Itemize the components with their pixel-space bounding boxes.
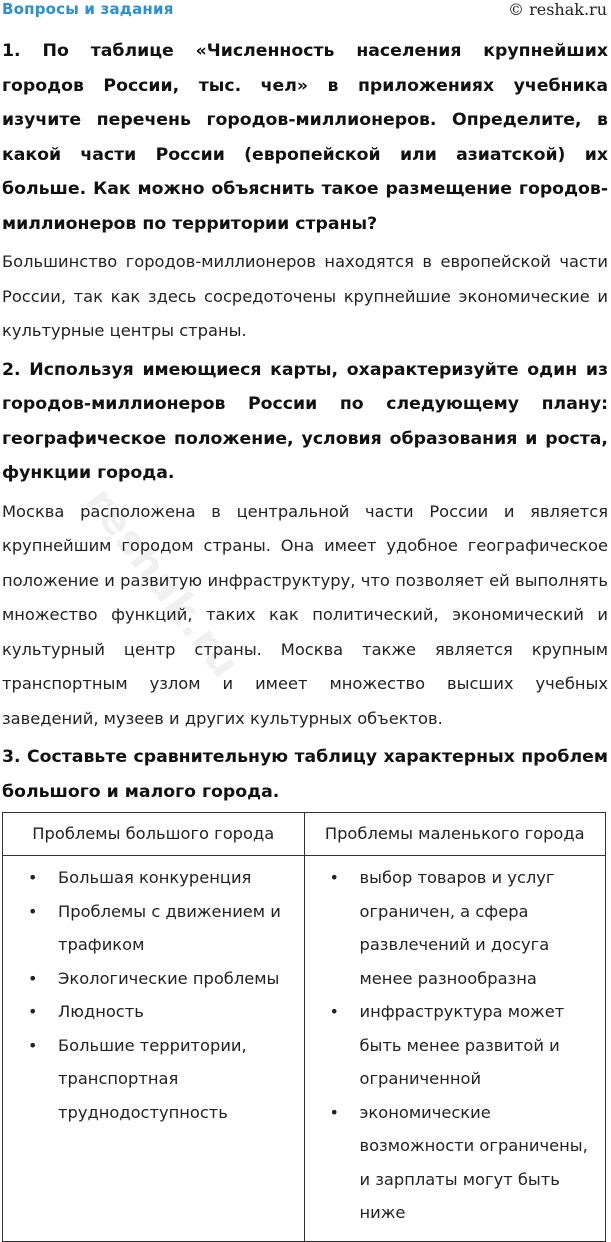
answer-1: Большинство городов-миллионеров находятся в европейской части России, так как здесь сосредоточены крупнейшие экономические и культурные центры страны. [2,252,608,340]
small-city-list [306,857,605,1240]
document-body [2,34,608,1242]
table-header-row [3,813,606,856]
list-item: • Большая конкуренция [18,861,295,895]
list-item: • инфраструктура может быть менее развитой и ограниченной [320,995,597,1096]
header-big-city: Проблемы большого города [3,813,305,856]
small-city-cell [304,856,606,1242]
answer-2: Москва расположена в центральной части России и является крупнейшим городом страны. Она имеет удобное географическое положение и развитую инфраструктуру, что позволяет ей выполнять множество функций, таких как политический, экономический и культурный центр страны. Москва также является крупным транспортным узлом и имеет множество высших учебных заведений, музеев и других культурных объектов. [2,501,608,728]
big-city-list [4,857,303,1139]
list-item: • Экологические проблемы [18,962,295,996]
question-2: 2. Используя имеющиеся карты, охарактеризуйте один из городов-миллионеров России по следующему плану: географическое положение, условия образования и роста, функции города. [2,359,608,483]
section-title: Вопросы и задания [2,0,174,18]
page-header [0,0,611,22]
comparison-table [2,812,606,1242]
copyright-notice: © reshak.ru [508,0,607,19]
watermark: reshak.ru [76,479,249,687]
header-small-city: Проблемы маленького города [304,813,606,856]
list-item: • Большие территории, транспортная труднодоступность [18,1029,295,1130]
list-item: • Людность [18,995,295,1029]
table-row [3,856,606,1242]
big-city-cell [3,856,305,1242]
question-1: 1. По таблице «Численность населения крупнейших городов России, тыс. чел» в приложениях учебника изучите перечень городов-миллионеров. Определите, в какой части России (европейской или азиатской) их больше. Как можно объяснить такое размещение городов-миллионеров по территории страны? [2,41,608,234]
list-item: • выбор товаров и услуг ограничен, а сфера развлечений и досуга менее разнообразна [320,861,597,995]
question-3: 3. Составьте сравнительную таблицу характерных проблем большого и малого города. [2,747,608,802]
list-item: • экономические возможности ограничены, и зарплаты могут быть ниже [320,1096,597,1230]
list-item: • Проблемы с движением и трафиком [18,895,295,962]
